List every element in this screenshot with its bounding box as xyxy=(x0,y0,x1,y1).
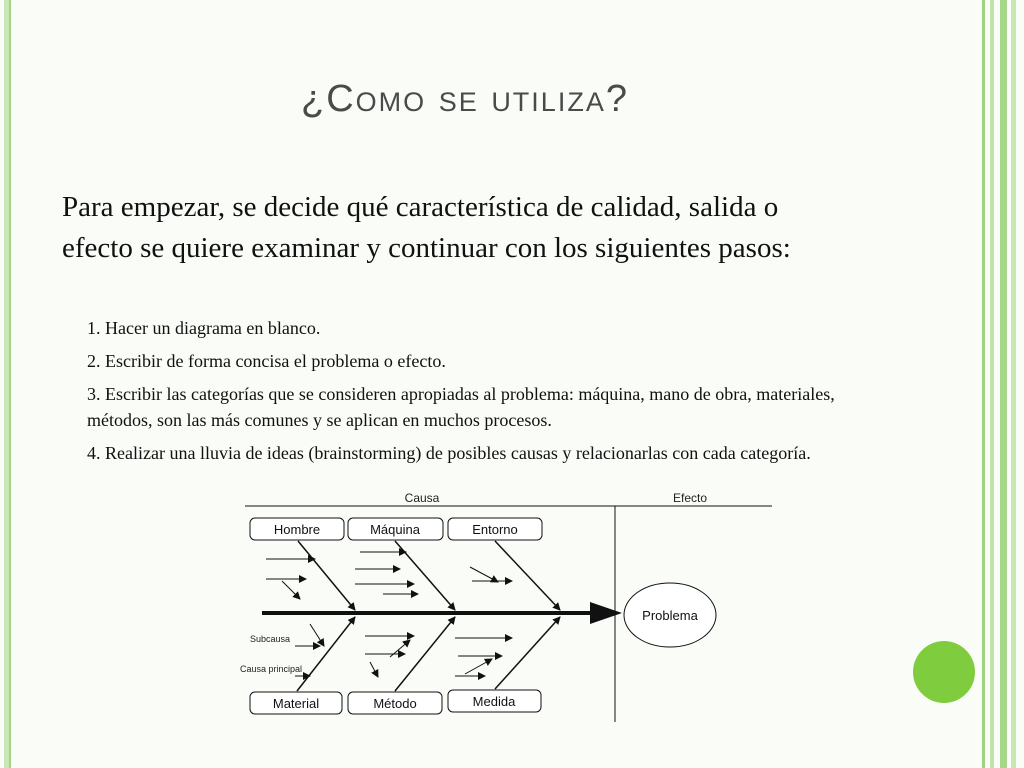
subcause-arrow xyxy=(310,624,324,646)
slide-title: ¿Como se utiliza? xyxy=(301,78,629,120)
subcause-arrow xyxy=(370,662,378,677)
category-label: Hombre xyxy=(273,522,321,537)
intro-paragraph: Para empezar, se decide qué característica de calidad, salida o efecto se quiere examinar y continuar con los siguientes pasos: xyxy=(62,191,791,264)
branch-arrow xyxy=(495,541,560,610)
branch-arrow xyxy=(298,541,355,610)
category-label: Medida xyxy=(472,694,516,709)
subcause-arrow xyxy=(465,659,492,674)
subcause-arrow xyxy=(282,581,300,599)
category-label: Máquina xyxy=(370,522,420,537)
header-efecto: Efecto xyxy=(672,491,708,505)
subcausa-label: Subcausa xyxy=(250,634,291,644)
step-item: 1. Hacer un diagrama en blanco. xyxy=(87,318,321,338)
branch-arrow xyxy=(395,541,455,610)
category-label: Entorno xyxy=(472,522,518,537)
branch-arrow xyxy=(297,617,355,691)
right-border-decoration xyxy=(976,0,1024,768)
causa-principal-label: Causa principal xyxy=(240,664,303,674)
step-item: 3. Escribir las categorías que se consideren apropiadas al problema: máquina, mano de obra, materiales, métodos, son las más comunes y se aplican en muchos procesos. xyxy=(87,384,835,430)
step-item: 4. Realizar una lluvia de ideas (brainstorming) de posibles causas y relacionarlas con cada categoría. xyxy=(87,443,811,463)
step-item: 2. Escribir de forma concisa el problema o efecto. xyxy=(87,351,446,371)
effect-label: Problema xyxy=(642,608,698,623)
fishbone-diagram xyxy=(230,484,790,726)
category-label: Material xyxy=(272,696,320,711)
header-causa: Causa xyxy=(404,491,440,505)
green-circle-decoration xyxy=(913,641,975,703)
spine-arrowhead xyxy=(590,602,622,624)
category-label: Método xyxy=(373,696,417,711)
subcause-arrow xyxy=(470,567,498,582)
steps-list xyxy=(87,315,877,473)
branch-arrow xyxy=(495,617,560,689)
